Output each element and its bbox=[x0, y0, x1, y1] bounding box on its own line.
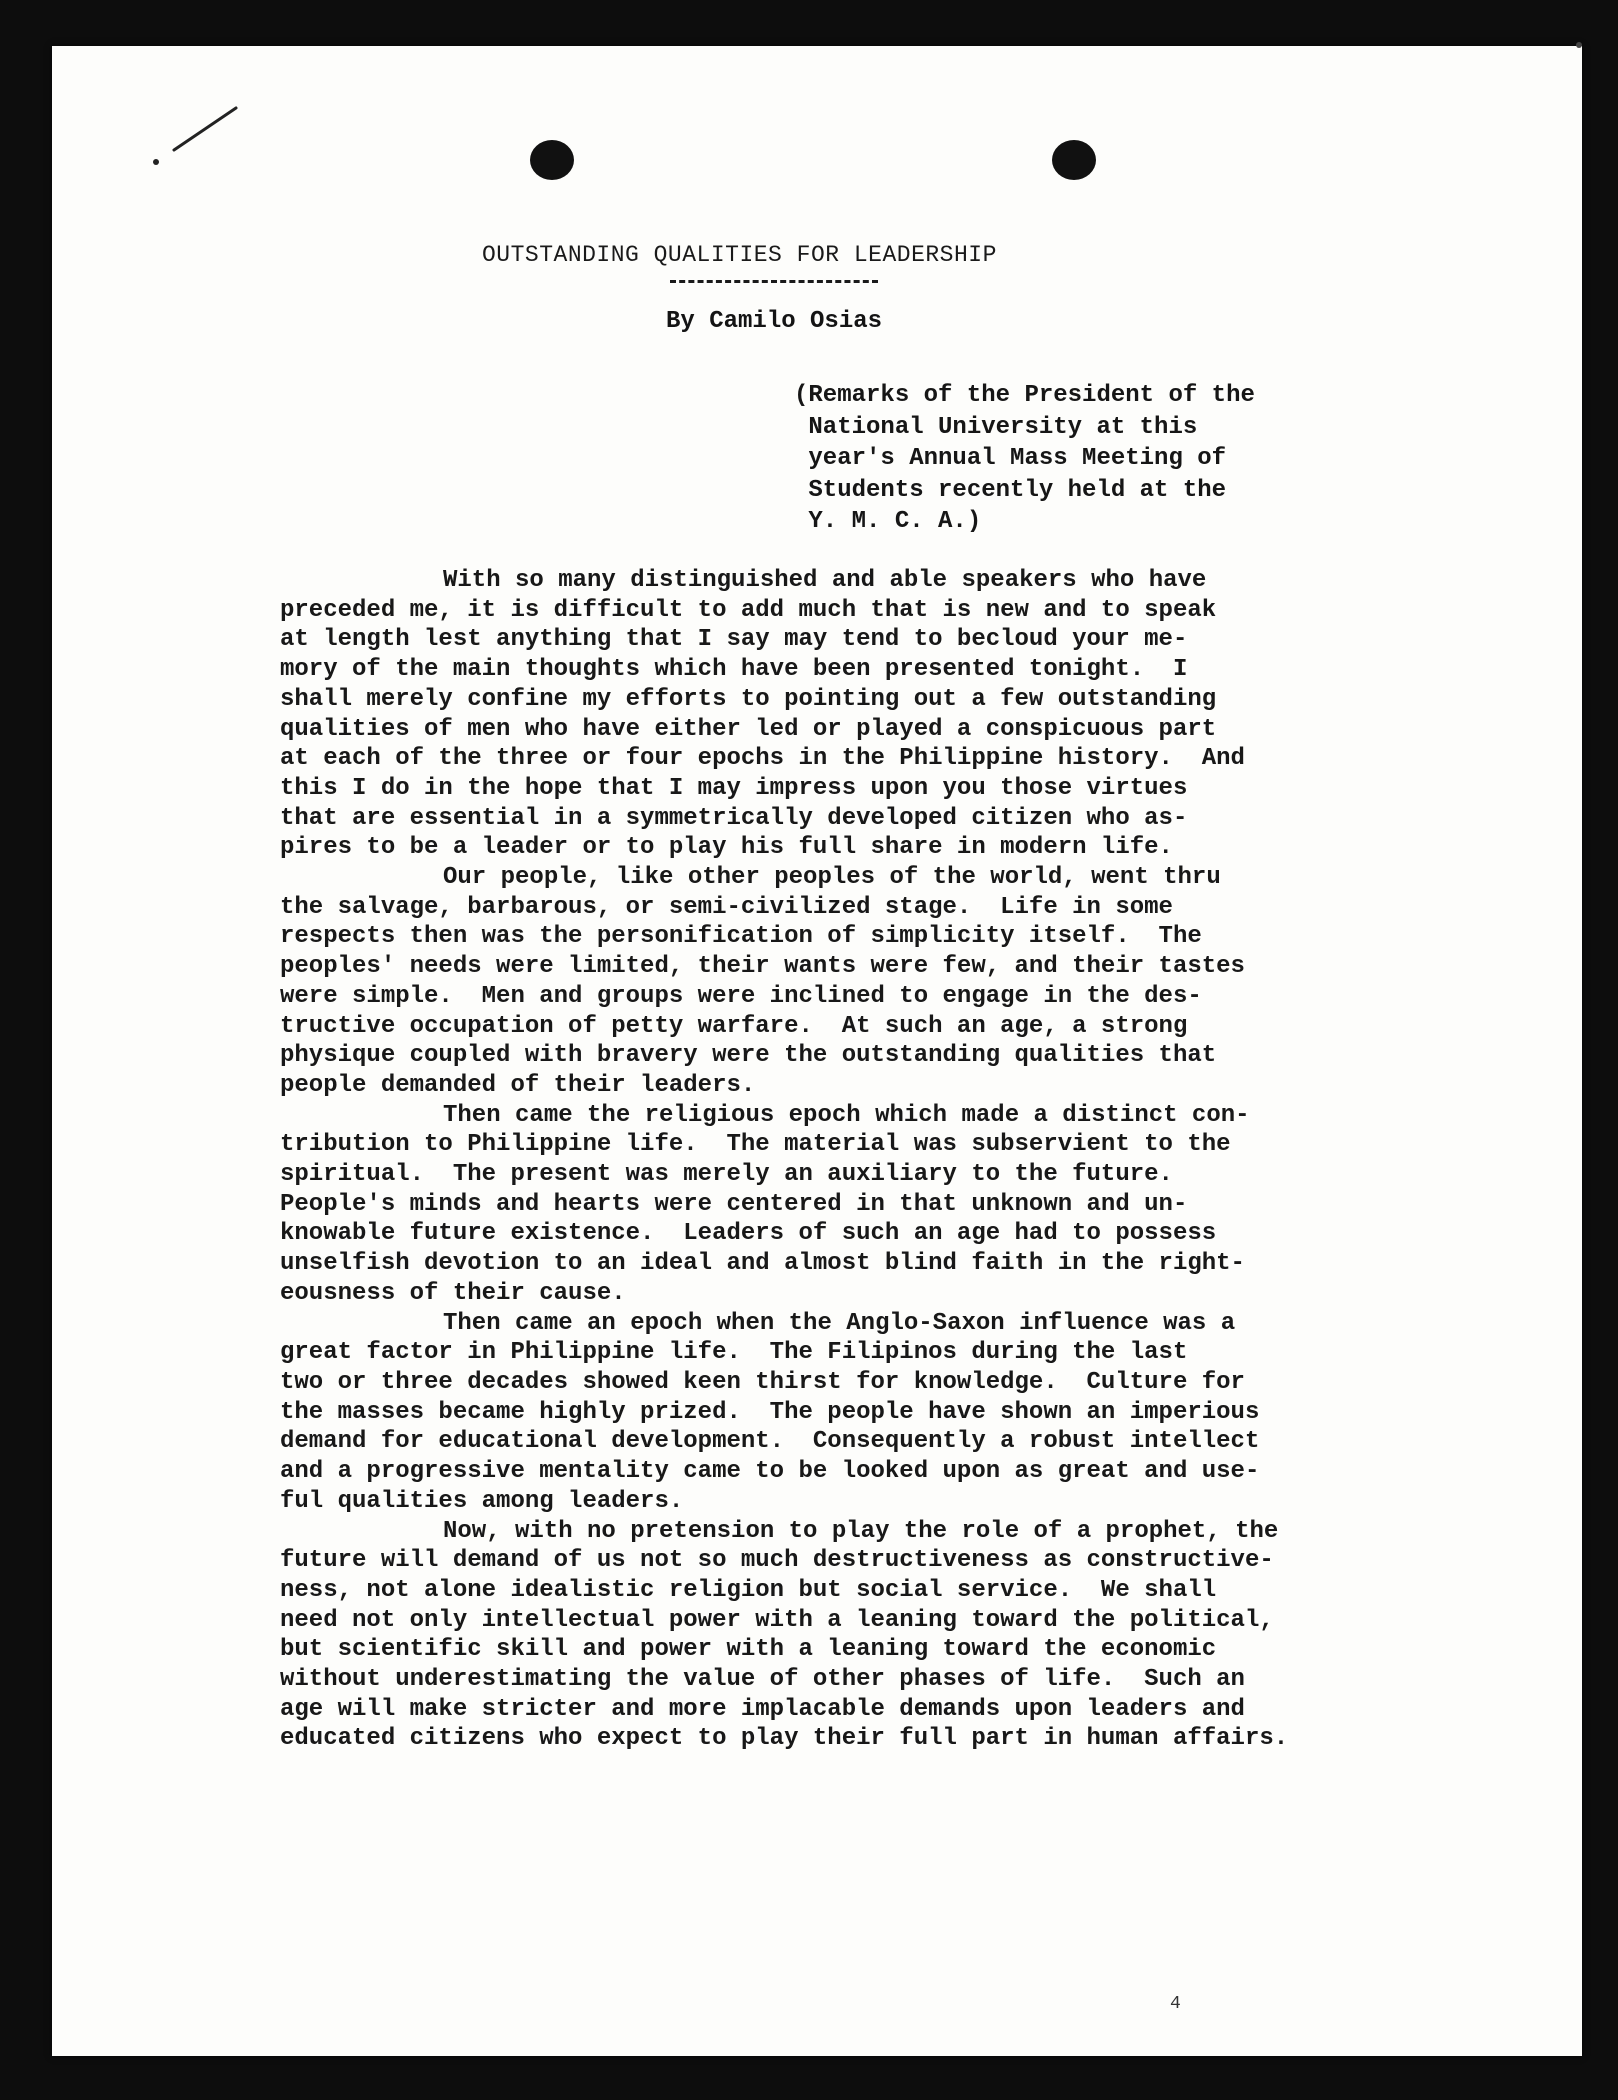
body-text bbox=[280, 566, 1420, 1754]
body-line: this I do in the hope that I may impress upon you those virtues bbox=[280, 774, 1188, 802]
body-line: great factor in Philippine life. The Filipinos during the last bbox=[280, 1339, 1188, 1367]
punch-hole-left bbox=[530, 140, 574, 180]
body-line: and a progressive mentality came to be looked upon as great and use- bbox=[280, 1458, 1260, 1486]
body-line: people demanded of their leaders. bbox=[280, 1071, 756, 1099]
body-line: at length lest anything that I say may tend to becloud your me- bbox=[280, 626, 1188, 654]
body-line: the masses became highly prized. The people have shown an imperious bbox=[280, 1398, 1260, 1426]
body-line: Then came an epoch when the Anglo-Saxon influence was a bbox=[443, 1309, 1236, 1337]
body-line: Our people, like other peoples of the world, went thru bbox=[443, 864, 1221, 892]
body-line: Then came the religious epoch which made a distinct con- bbox=[443, 1101, 1250, 1129]
body-line: pires to be a leader or to play his full share in modern life. bbox=[280, 834, 1173, 862]
body-line: mory of the main thoughts which have been presented tonight. I bbox=[280, 656, 1188, 684]
body-line: peoples' needs were limited, their wants were few, and their tastes bbox=[280, 953, 1245, 981]
document-page bbox=[52, 46, 1582, 2056]
body-line: People's minds and hearts were centered in that unknown and un- bbox=[280, 1190, 1188, 1218]
body-line: two or three decades showed keen thirst for knowledge. Culture for bbox=[280, 1368, 1245, 1396]
remarks-line: Y. M. C. A.) bbox=[794, 508, 982, 535]
body-line: that are essential in a symmetrically developed citizen who as- bbox=[280, 804, 1188, 832]
body-line: but scientific skill and power with a leaning toward the economic bbox=[280, 1636, 1217, 1664]
body-line: educated citizens who expect to play their full part in human affairs. bbox=[280, 1725, 1289, 1753]
remarks-line: Students recently held at the bbox=[794, 476, 1227, 504]
document-title: OUTSTANDING QUALITIES FOR LEADERSHIP bbox=[482, 242, 997, 268]
body-line: ful qualities among leaders. bbox=[280, 1487, 684, 1515]
body-line: demand for educational development. Consequently a robust intellect bbox=[280, 1428, 1260, 1456]
body-line: at each of the three or four epochs in the Philippine history. And bbox=[280, 745, 1245, 773]
body-line: tribution to Philippine life. The material was subservient to the bbox=[280, 1131, 1231, 1159]
body-line: the salvage, barbarous, or semi-civilized stage. Life in some bbox=[280, 893, 1173, 921]
body-line: need not only intellectual power with a leaning toward the political, bbox=[280, 1606, 1274, 1634]
punch-hole-right bbox=[1052, 140, 1096, 180]
remarks-note bbox=[794, 380, 1255, 538]
body-line: without underestimating the value of other phases of life. Such an bbox=[280, 1666, 1245, 1694]
body-line: Now, with no pretension to play the role of a prophet, the bbox=[443, 1517, 1279, 1545]
remarks-line: (Remarks of the President of the bbox=[794, 382, 1255, 409]
body-line: qualities of men who have either led or played a conspicuous part bbox=[280, 715, 1217, 743]
body-line: were simple. Men and groups were inclined to engage in the des- bbox=[280, 982, 1202, 1010]
body-line: tructive occupation of petty warfare. At such an age, a strong bbox=[280, 1012, 1188, 1040]
body-line: respects then was the personification of simplicity itself. The bbox=[280, 923, 1202, 951]
body-line: shall merely confine my efforts to pointing out a few outstanding bbox=[280, 685, 1217, 713]
body-line: ness, not alone idealistic religion but social service. We shall bbox=[280, 1576, 1217, 1604]
body-line: spiritual. The present was merely an auxiliary to the future. bbox=[280, 1161, 1173, 1189]
body-line: knowable future existence. Leaders of such an age had to possess bbox=[280, 1220, 1217, 1248]
remarks-line: National University at this bbox=[794, 413, 1198, 441]
remarks-line: year's Annual Mass Meeting of bbox=[794, 445, 1227, 472]
body-line: unselfish devotion to an ideal and almost blind faith in the right- bbox=[280, 1250, 1245, 1278]
body-line: future will demand of us not so much destructiveness as constructive- bbox=[280, 1547, 1274, 1575]
pen-stroke-mark bbox=[116, 100, 276, 170]
body-line: physique coupled with bravery were the outstanding qualities that bbox=[280, 1042, 1217, 1070]
body-line: preceded me, it is difficult to add much that is new and to speak bbox=[280, 596, 1217, 624]
body-line: With so many distinguished and able speakers who have bbox=[443, 567, 1207, 594]
body-line: age will make stricter and more implacable demands upon leaders and bbox=[280, 1695, 1245, 1723]
body-line: eousness of their cause. bbox=[280, 1279, 626, 1307]
page-footer-mark: 4 bbox=[1170, 1994, 1181, 2014]
author-byline: By Camilo Osias bbox=[666, 308, 883, 335]
edge-speck bbox=[1576, 42, 1582, 48]
title-underline bbox=[670, 280, 878, 283]
